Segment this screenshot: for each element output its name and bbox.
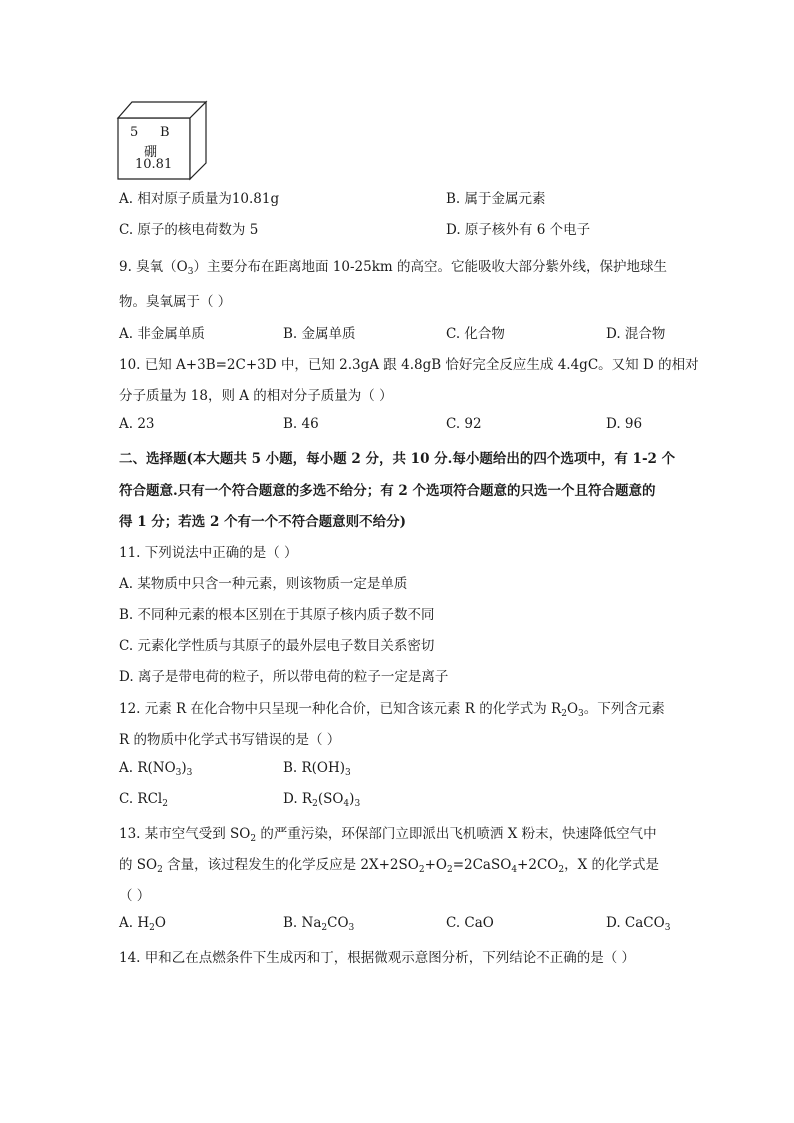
q10-option-a: A. 23 bbox=[119, 416, 155, 432]
q9-option-b: B. 金属单质 bbox=[283, 326, 356, 342]
q9-stem-line2: 物。臭氧属于（ ） bbox=[119, 294, 232, 310]
q14-stem: 14. 甲和乙在点燃条件下生成丙和丁，根据微观示意图分析，下列结论不正确的是（ ） bbox=[119, 950, 636, 966]
section2-heading-line2: 符合题意.只有一个符合题意的多选不给分；有 2 个选项符合题意的只选一个且符合题意的 bbox=[119, 483, 656, 499]
periodic-element-tile bbox=[116, 100, 212, 182]
q8-option-d: D. 原子核外有 6 个电子 bbox=[446, 222, 591, 238]
q12-option-c: C. RCl$_2$ bbox=[119, 791, 168, 809]
q9-option-d: D. 混合物 bbox=[606, 326, 666, 342]
q12-option-d: D. $R_2(SO_4)_3$ bbox=[283, 791, 361, 809]
q10-stem-line1: 10. 已知 A+3B=2C+3D 中，已知 2.3gA 跟 4.8gB 恰好完全反应生成 4.4gC。又知 D 的相对 bbox=[119, 357, 699, 373]
q12-stem-line1: 12. 元素 R 在化合物中只呈现一种化合价，已知含该元素 R 的化学式为 $R_2O_3$。下列含元素 bbox=[119, 701, 665, 719]
section2-heading-line1: 二、选择题(本大题共 5 小题，每小题 2 分，共 10 分.每小题给出的四个选项中，有 1-2 个 bbox=[119, 451, 676, 467]
atomic-mass: 10.81 bbox=[135, 157, 173, 172]
q10-option-c: C. 92 bbox=[446, 416, 482, 432]
section2-heading-line3: 得 1 分；若选 2 个有一个不符合题意则不给分) bbox=[119, 514, 406, 530]
q13-option-c: C. CaO bbox=[446, 915, 494, 931]
q10-option-d: D. 96 bbox=[606, 416, 643, 432]
q11-stem: 11. 下列说法中正确的是（ ） bbox=[119, 545, 298, 561]
element-symbol: B bbox=[160, 125, 170, 140]
q8-option-b: B. 属于金属元素 bbox=[446, 191, 546, 207]
q9-option-c: C. 化合物 bbox=[446, 326, 505, 342]
q10-stem-line2: 分子质量为 18，则 A 的相对分子质量为（ ） bbox=[119, 388, 393, 404]
atomic-number: 5 bbox=[130, 125, 139, 140]
q11-option-a: A. 某物质中只含一种元素，则该物质一定是单质 bbox=[119, 576, 408, 592]
q13-option-d: D. CaCO$_3$ bbox=[606, 915, 671, 933]
q8-option-c: C. 原子的核电荷数为 5 bbox=[119, 222, 259, 238]
q13-stem-line1: 13. 某市空气受到 $SO_2$ 的严重污染，环保部门立即派出飞机喷洒 X 粉末，快速降低空气中 bbox=[119, 826, 657, 844]
q13-stem-line3: （ ） bbox=[119, 888, 151, 904]
q12-option-a: A. $R(NO_3)_3$ bbox=[119, 760, 193, 778]
element-name: 硼 bbox=[144, 145, 158, 160]
q9-stem-line1: 9. 臭氧$(O_3)$主要分布在距离地面 10-25km 的高空。它能吸收大部分紫外线，保护地球生 bbox=[119, 259, 667, 277]
q8-option-a: A. 相对原子质量为10.81g bbox=[119, 191, 280, 207]
q11-option-d: D. 离子是带电荷的粒子，所以带电荷的粒子一定是离子 bbox=[119, 669, 449, 685]
q10-option-b: B. 46 bbox=[283, 416, 319, 432]
q9-option-a: A. 非金属单质 bbox=[119, 326, 205, 342]
q11-option-c: C. 元素化学性质与其原子的最外层电子数目关系密切 bbox=[119, 638, 435, 654]
q12-stem-line2: R 的物质中化学式书写错误的是（ ） bbox=[119, 732, 341, 748]
q13-option-a: A. $H_2O$ bbox=[119, 915, 166, 933]
q13-option-b: B. $Na_2CO_3$ bbox=[283, 915, 355, 933]
q13-stem-line2: 的 $SO_2$ 含量，该过程发生的化学反应是 $2X+2SO_2+O_2=2CaSO_4+2CO_2$，X 的化学式是 bbox=[119, 857, 659, 875]
q11-option-b: B. 不同种元素的根本区别在于其原子核内质子数不同 bbox=[119, 607, 435, 623]
q12-option-b: B. $R(OH)_3$ bbox=[283, 760, 351, 778]
